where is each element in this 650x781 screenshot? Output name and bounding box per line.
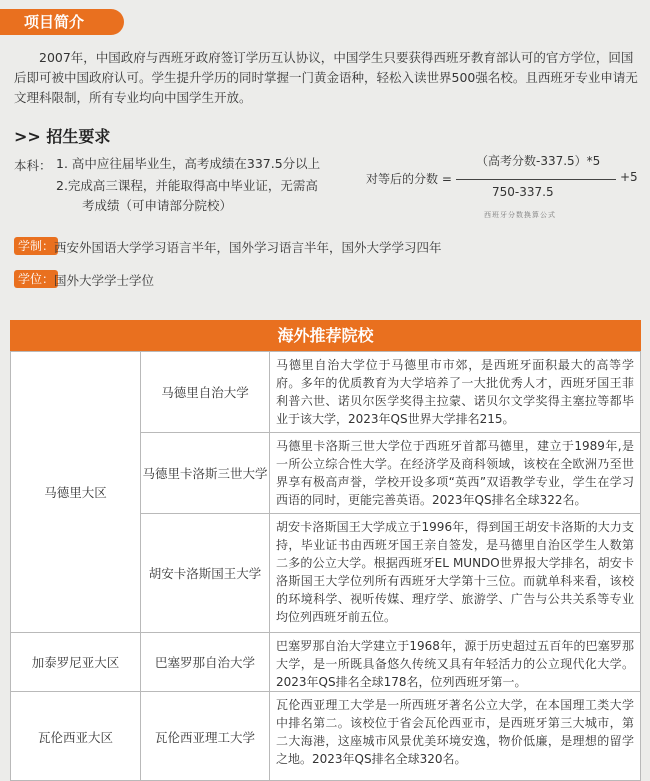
requirements-heading: >> 招生要求 xyxy=(14,127,111,146)
school-name: 马德里自治大学 xyxy=(161,385,249,400)
region-cell xyxy=(11,692,141,781)
requirement-1: 1. 高中应往届毕业生，高考成绩在337.5分以上 xyxy=(56,156,321,171)
school-desc: 胡安卡洛斯国王大学成立于1996年，得到国王胡安卡洛斯的大力支持，毕业证书由西班牙国王亲自签发，是马德里自治区学生人数第二多的公立大学。根据西班牙EL MUNDO世界报大学排名，胡安卡洛斯国王大学位列所有西班牙大学第十三位。而就单科来看，该校的环境科学、视听传媒、理疗学、旅游学、广告与公共关系等专业均位列西班牙前五位。 xyxy=(270,514,640,633)
school-name: 马德里卡洛斯三世大学 xyxy=(142,466,268,481)
school-name: 瓦伦西亚理工大学 xyxy=(154,730,255,745)
formula-numerator: （高考分数-337.5）*5 xyxy=(476,154,601,168)
degree-text: 国外大学学士学位 xyxy=(54,273,155,288)
formula-plus: +5 xyxy=(620,170,638,184)
school-desc: 瓦伦西亚理工大学是一所西班牙著名公立大学，在本国理工类大学中排名第二。该校位于省会瓦伦西亚市，是西班牙第三大城市，第二大海港，这座城市风景优美环境安逸，物价低廉，是理想的留学之地。2023年QS排名全球320名。 xyxy=(276,698,634,766)
score-formula xyxy=(366,150,642,222)
section-title: 项目简介 xyxy=(0,9,124,35)
formula-note: 西班牙分数换算公式 xyxy=(484,211,556,219)
region-label: 加泰罗尼亚大区 xyxy=(31,655,120,670)
school-name: 胡安卡洛斯国王大学 xyxy=(148,566,262,581)
requirement-2: 2.完成高三课程，并能取得高中毕业证，无需高 xyxy=(56,178,318,193)
school-name-cell xyxy=(141,514,270,633)
school-name-cell xyxy=(141,692,270,781)
school-desc: 马德里卡洛斯三世大学位于西班牙首都马德里，建立于1989年,是一所公立综合性大学。在经济学及商科领域，该校在全欧洲乃至世界享有极高声誉，学校开设多项“英西”双语教学专业，学生在学习西语的同时，更能完善英语。2023年QS排名全球322名。 xyxy=(270,433,640,514)
table-title: 海外推荐院校 xyxy=(10,320,641,351)
school-desc: 马德里自治大学位于马德里市市郊，是西班牙面积最大的高等学府。多年的优质教育为大学培养了一大批优秀人才，西班牙国王菲利普六世、诺贝尔医学奖得主拉蒙、诺贝尔文学奖得主塞拉等都毕业于该大学，2023年QS世界大学排名215。 xyxy=(270,352,640,433)
intro-paragraph: 2007年，中国政府与西班牙政府签订学历互认协议，中国学生只要获得西班牙教育部认可的官方学位，回国后即可被中国政府认可。学生提升学历的同时掌握一门黄金语种，轻松入读世界500强名校。且西班牙专业申请无文理科限制，所有专业均向中国学生开放。 xyxy=(14,50,638,105)
degree-tag: 学位： xyxy=(14,270,58,288)
formula-fraction-line xyxy=(456,179,616,180)
study-text: 西安外国语大学学习语言半年，国外学习语言半年，国外大学学习四年 xyxy=(54,240,442,255)
undergrad-label: 本科： xyxy=(14,158,52,173)
school-desc: 巴塞罗那自治大学建立于1968年，源于历史超过五百年的巴塞罗那大学，是一所既具备悠久传统又具有年轻活力的公立现代化大学。2023年QS排名全球178名，位列西班牙第一。 xyxy=(270,633,640,692)
school-name-cell xyxy=(141,352,270,433)
region-cell xyxy=(11,352,141,633)
formula-denominator: 750-337.5 xyxy=(492,185,554,199)
study-tag: 学制： xyxy=(14,237,58,255)
school-name-cell xyxy=(141,633,270,692)
region-label: 瓦伦西亚大区 xyxy=(37,730,113,745)
region-cell xyxy=(11,633,141,692)
requirement-2-cont: 考成绩（可申请部分院校） xyxy=(82,198,233,213)
school-table xyxy=(10,351,641,781)
region-label: 马德里大区 xyxy=(44,485,107,500)
school-name: 巴塞罗那自治大学 xyxy=(154,655,255,670)
school-name-cell xyxy=(141,433,270,514)
formula-lhs: 对等后的分数 = xyxy=(366,172,452,186)
